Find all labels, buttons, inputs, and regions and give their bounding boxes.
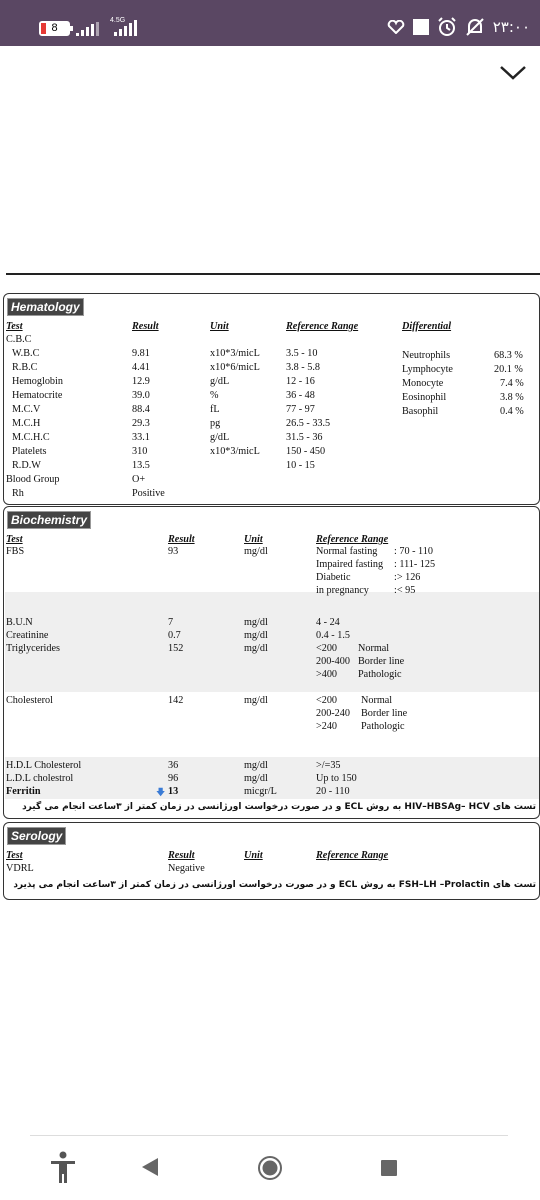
table-row-range: 26.5 - 33.5: [286, 418, 331, 429]
table-row-range: 10 - 15: [286, 460, 315, 471]
creatinine-unit: mg/dl: [244, 630, 268, 641]
triglycerides-test: Triglycerides: [6, 643, 60, 654]
table-row-test: M.C.H: [12, 418, 41, 429]
accessibility-icon[interactable]: [50, 1150, 76, 1184]
serology-title: Serology: [7, 827, 66, 845]
table-row-result: 39.0: [132, 390, 150, 401]
table-row-result: 9.81: [132, 348, 150, 359]
table-row-result: 12.9: [132, 376, 150, 387]
cholesterol-range-label: <200: [316, 695, 338, 706]
table-row-test: Hemoglobin: [12, 376, 63, 387]
table-row-unit: fL: [210, 404, 220, 415]
fbs-range-label: Impaired fasting: [316, 559, 384, 570]
table-row-test: R.D.W: [12, 460, 41, 471]
differential-value: 3.8 %: [500, 392, 524, 403]
triglycerides-range-label: 200-400: [316, 656, 350, 667]
ldl-unit: mg/dl: [244, 773, 268, 784]
alarm-icon: [437, 17, 457, 37]
table-row-result: Positive: [132, 488, 165, 499]
table-row-result: 29.3: [132, 418, 150, 429]
table-row-result: O+: [132, 474, 146, 485]
table-row-test: Platelets: [12, 446, 47, 457]
hdl-test: H.D.L Cholesterol: [6, 760, 82, 771]
col-range: Reference Range: [316, 850, 389, 861]
differential-name: Eosinophil: [402, 392, 447, 403]
col-differential: Differential: [402, 321, 452, 332]
cholesterol-unit: mg/dl: [244, 695, 268, 706]
table-row-range: 150 - 450: [286, 446, 326, 457]
table-row-unit: pg: [210, 418, 221, 429]
signal-icon-2: [110, 18, 144, 38]
table-row-range: 77 - 97: [286, 404, 315, 415]
triglycerides-range-label: <200: [316, 643, 338, 654]
back-icon[interactable]: [140, 1157, 160, 1177]
differential-name: Monocyte: [402, 378, 444, 389]
creatinine-range: 0.4 - 1.5: [316, 630, 350, 641]
cholesterol-test: Cholesterol: [6, 695, 53, 706]
differential-name: Neutrophils: [402, 350, 451, 361]
biochemistry-panel: [3, 506, 540, 819]
fbs-range-value: :> 126: [394, 572, 421, 583]
table-row-range: 3.8 - 5.8: [286, 362, 320, 373]
differential-name: Lymphocyte: [402, 364, 453, 375]
table-row-test: Hematocrite: [12, 390, 63, 401]
table-row-range: 3.5 - 10: [286, 348, 318, 359]
biochemistry-note: تست های HIV–HBSAg– HCV به روش ECL و در صورت درخواست اورژانسی در زمان کمتر از ۳ساعت انجام می گیرد: [22, 802, 536, 812]
fbs-result: 93: [168, 546, 179, 557]
chevron-down-icon[interactable]: [498, 63, 528, 83]
notification-square-icon: [413, 19, 429, 35]
cholesterol-range-value: Border line: [361, 708, 408, 719]
bun-range: 4 - 24: [316, 617, 340, 628]
table-row-result: 4.41: [132, 362, 150, 373]
fbs-unit: mg/dl: [244, 546, 268, 557]
cholesterol-range-value: Normal: [361, 695, 393, 706]
bun-unit: mg/dl: [244, 617, 268, 628]
table-row-test: R.B.C: [12, 362, 38, 373]
fbs-range-value: : 70 - 110: [394, 546, 433, 557]
vdrl-result: Negative: [168, 863, 205, 874]
hdl-result: 36: [168, 760, 179, 771]
fbs-range-value: :< 95: [394, 585, 416, 596]
col-range: Reference Range: [316, 534, 389, 545]
cholesterol-range-label: 200-240: [316, 708, 350, 719]
triglycerides-range-label: >400: [316, 669, 338, 680]
col-unit: Unit: [210, 321, 229, 332]
clock: ۲۳:۰۰: [492, 18, 530, 36]
triglycerides-range-value: Normal: [358, 643, 390, 654]
differential-value: 7.4 %: [500, 378, 524, 389]
ferritin-unit: micgr/L: [244, 786, 277, 797]
col-result: Result: [132, 321, 159, 332]
differential-value: 0.4 %: [500, 406, 524, 417]
ferritin-range: 20 - 110: [316, 786, 350, 797]
differential-value: 20.1 %: [494, 364, 523, 375]
shade-band: [5, 592, 539, 692]
battery-icon: [39, 21, 70, 36]
hdl-range: >/=35: [316, 760, 341, 771]
divider: [6, 273, 540, 275]
bun-result: 7: [168, 617, 174, 628]
hdl-unit: mg/dl: [244, 760, 268, 771]
battery-level: 8: [51, 22, 58, 34]
vdrl-test: VDRL: [6, 863, 34, 874]
col-result: Result: [168, 850, 195, 861]
triglycerides-range-value: Border line: [358, 656, 405, 667]
col-unit: Unit: [244, 850, 263, 861]
col-test: Test: [6, 534, 23, 545]
table-row-range: 12 - 16: [286, 376, 315, 387]
table-row-unit: g/dL: [210, 432, 230, 443]
serology-panel: [3, 822, 540, 900]
ldl-range: Up to 150: [316, 773, 357, 784]
mute-icon: [465, 17, 485, 37]
network-type: 4.5G: [110, 17, 126, 24]
fbs-range-label: in pregnancy: [316, 585, 369, 596]
heart-icon: [387, 20, 405, 34]
table-row-range: 31.5 - 36: [286, 432, 323, 443]
cbc-group-label: C.B.C: [6, 334, 32, 345]
signal-icon: [76, 22, 102, 36]
cholesterol-range-label: >240: [316, 721, 338, 732]
creatinine-test: Creatinine: [6, 630, 49, 641]
ldl-test: L.D.L cholestrol: [6, 773, 74, 784]
table-row-test: Blood Group: [6, 474, 60, 485]
low-flag-arrow-icon: 🡇: [156, 787, 166, 797]
table-row-range: 36 - 48: [286, 390, 315, 401]
fbs-test: FBS: [6, 546, 25, 557]
col-test: Test: [6, 321, 23, 332]
table-row-unit: x10*3/micL: [210, 348, 260, 359]
table-row-test: Rh: [12, 488, 24, 499]
fbs-range-label: Normal fasting: [316, 546, 378, 557]
ferritin-result: 13: [168, 786, 179, 797]
nav-divider: [30, 1135, 508, 1136]
creatinine-result: 0.7: [168, 630, 181, 641]
table-row-unit: %: [210, 390, 219, 401]
status-icons: [387, 17, 530, 37]
bun-test: B.U.N: [6, 617, 33, 628]
biochemistry-title: Biochemistry: [7, 511, 91, 529]
status-bar: [0, 0, 540, 46]
home-icon[interactable]: [257, 1155, 283, 1181]
serology-note: تست های FSH–LH –Prolactin به روش ECL و در صورت درخواست اورژانسی در زمان کمتر از ۳ساعت انجام می پذیرد: [13, 880, 536, 890]
triglycerides-result: 152: [168, 643, 184, 654]
table-row-result: 13.5: [132, 460, 150, 471]
table-row-unit: x10*3/micL: [210, 446, 260, 457]
table-row-result: 310: [132, 446, 148, 457]
differential-value: 68.3 %: [494, 350, 523, 361]
table-row-test: W.B.C: [12, 348, 40, 359]
ferritin-test: Ferritin: [6, 786, 41, 797]
table-row-test: M.C.V: [12, 404, 41, 415]
ldl-result: 96: [168, 773, 179, 784]
table-row-result: 88.4: [132, 404, 150, 415]
table-row-result: 33.1: [132, 432, 150, 443]
recents-icon[interactable]: [380, 1159, 398, 1177]
table-row-unit: x10*6/micL: [210, 362, 260, 373]
col-test: Test: [6, 850, 23, 861]
hematology-title: Hematology: [7, 298, 84, 316]
triglycerides-unit: mg/dl: [244, 643, 268, 654]
fbs-range-value: : 111- 125: [394, 559, 436, 570]
hematology-panel: [3, 293, 540, 505]
col-result: Result: [168, 534, 195, 545]
table-row-test: M.C.H.C: [12, 432, 50, 443]
cholesterol-range-value: Pathologic: [361, 721, 405, 732]
triglycerides-range-value: Pathologic: [358, 669, 402, 680]
col-range: Reference Range: [286, 321, 359, 332]
table-row-unit: g/dL: [210, 376, 230, 387]
cholesterol-result: 142: [168, 695, 184, 706]
fbs-range-label: Diabetic: [316, 572, 351, 583]
differential-name: Basophil: [402, 406, 439, 417]
col-unit: Unit: [244, 534, 263, 545]
